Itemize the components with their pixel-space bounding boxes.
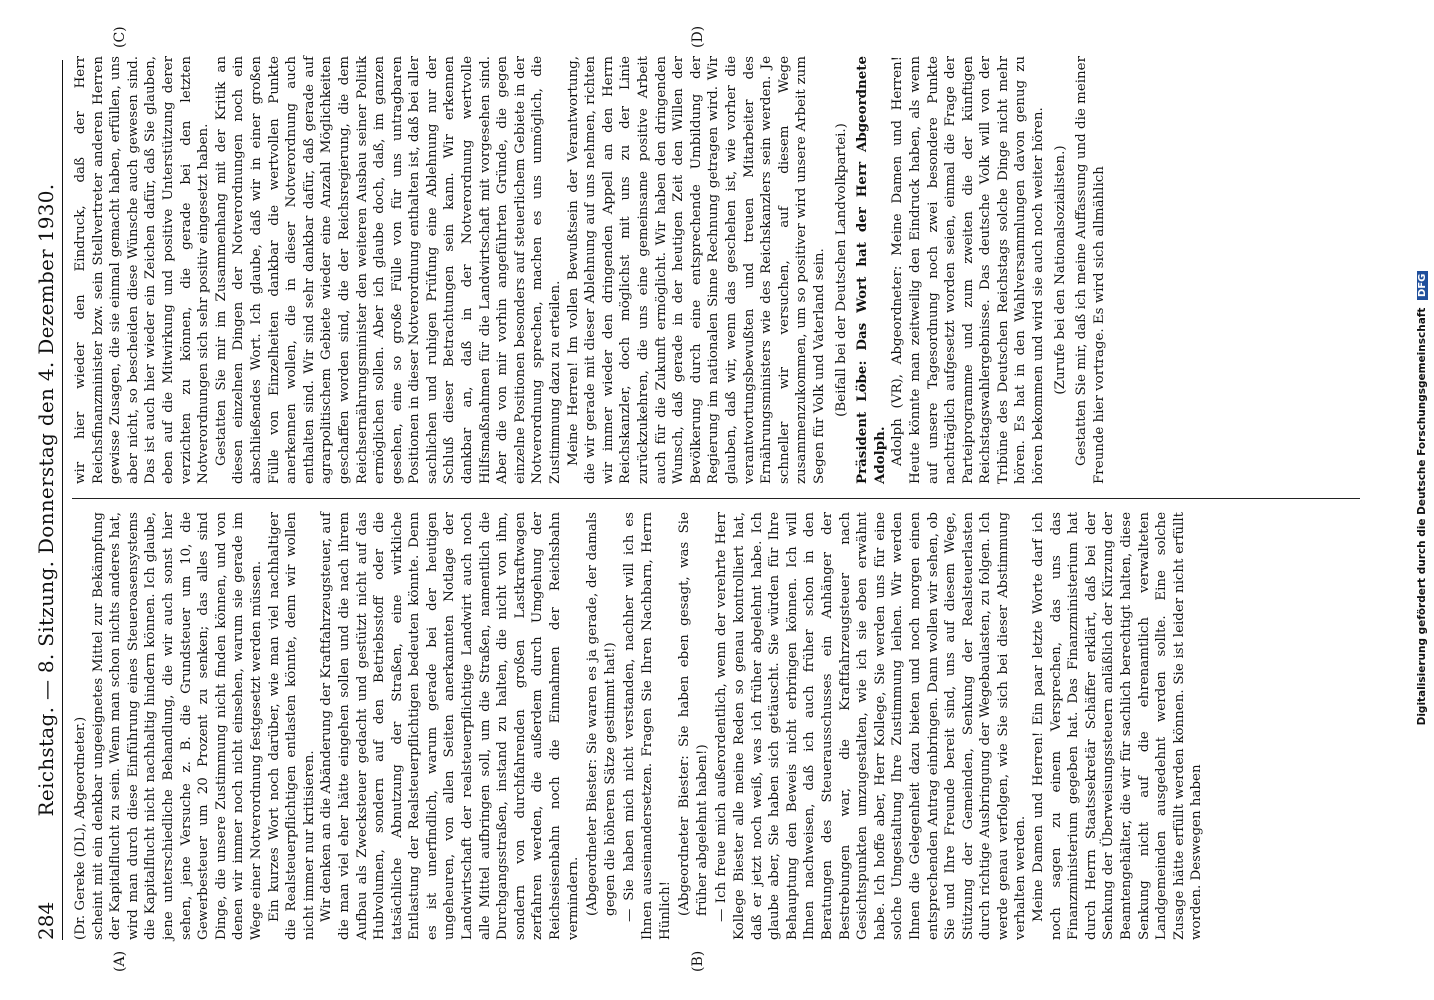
right-column — [72, 56, 1360, 484]
margin-mark-b: (B) — [690, 950, 706, 972]
paragraph: Meine Herren! Im vollen Bewußtsein der Verantwortung, die wir gerade mit dieser Ablehnung auf uns nehmen, richten wir immer wieder den dringenden Appell an den Herrn Reichskanzler, doch möglichst mit uns zu der Linie zurückzukehren, die uns eine gemeinsame positive Arbeit auch für die Zukunft ermöglicht. Wir haben den dringenden Wunsch, daß gerade in der heutigen Zeit den Willen der Bevölkerung durch eine entsprechende Umbildung der Regierung im nationalen Sinne Rechnung getragen wird. Wir glauben, daß wir, wenn das geschehen ist, wie vorher die verantwortungsbewußten und treuen Mitarbeiter des Ernährungsministers wie des Reichskanzlers sein werden. Je schneller wir versuchen, auf diesem Wege zusammenzukommen, um so positiver wird unsere Arbeit zum Segen für Volk und Vaterland sein. — [565, 56, 827, 484]
page-number: 284 — [34, 901, 58, 940]
paragraph: Meine Damen und Herren! Ein paar letzte Worte darf ich noch sagen zu einem Versprechen, das uns das Finanzministerium gegeben hat. Das Finanzministerium hat durch Herrn Staatssekretär Schäffer erklärt, daß bei der Senkung der Überweisungssteuern anläßlich der Kürzung der Beamtengehälter, die wir für sachlich berechtigt halten, diese Senkung nicht auf die ehrenamtlich verwalteten Landgemeinden ausgedehnt werden sollte. Eine solche Zusage hätte erfüllt werden können. Sie ist leider nicht erfüllt worden. Deswegen haben — [1031, 512, 1205, 940]
paragraph: Gestatten Sie mir, daß ich meine Auffassung und die meiner Freunde hier vortrage. Es wird sich allmählich — [1074, 56, 1107, 484]
paragraph: scheint mit ein denkbar ungeeignetes Mittel zur Bekämpfung der Kapitalflucht zu sein. Wenn man schon nichts anderes hat, wird man durch diese Einführung eines Steueroasensystems die Kapitalflucht nicht nachhaltig hindern können. Ich glaube, jene unterschiedliche Behandlung, die wir auch sonst hier sehen, jene Versuche z. B. die Grundsteuer um 10, die Gewerbesteuer um 20 Prozent zu senken; das alles sind Dinge, die unsere Zustimmung nicht finden können, und von denen wir immer noch nicht einsehen, warum sie gerade im Wege einer Notverordnung festgesetzt werden müssen. — [90, 512, 264, 940]
digitization-credit: Digitalisierung gefördert durch die Deutsche Forschungsgemeinschaft — [1416, 307, 1428, 726]
president-remark: Präsident Löbe: Das Wort hat der Herr Abgeordnete Adolph. — [854, 56, 888, 484]
applause-note: (Beifall bei der Deutschen Landvolkpartei.) — [833, 123, 849, 417]
paragraph: — Sie haben mich nicht verstanden, nachher will ich es Ihnen auseinandersetzen. Fragen Sie Ihren Nachbarn, Herrn Hünlich! — [622, 512, 673, 940]
paragraph: Wir denken an die Abänderung der Kraftfahrzeugsteuer, auf die man viel eher hätte eingehen sollen und die nach ihrem Aufbau als Zwecksteuer gedacht und gestützt nicht auf das Hubvolumen, sondern auf den Betriebsstoff oder die tatsächliche Abnutzung der Straßen, eine wirkliche Entlastung der Realsteuerpflichtigen bedeuten könnte. Denn es ist unerfindlich, warum gerade bei der heutigen ungeheuren, von allen Seiten anerkannten Notlage der Landwirtschaft der realsteuerpflichtige Landwirt auch noch alle Mittel aufbringen soll, um die Straßen, namentlich die Durchgangsstraßen, instand zu halten, die nicht von ihm, sondern von durchfahrenden großen Lastkraftwagen zerfahren werden, die außerdem durch Umgehung der Reichseisenbahn noch die Einnahmen der Reichsbahn vermindern. — [319, 512, 581, 940]
paragraph: wir hier wieder den Eindruck, daß der Herr Reichsfinanzminister bzw. sein Stellvertreter anderen Herren gewisse Zusagen, die sie einmal gemacht haben, erfüllen, uns aber nicht, so bescheiden diese Wünsche auch gewesen sind. Das ist auch hier wieder ein Zeichen dafür, daß Sie glauben, eben auf die Mitwirkung und positive Unterstützung derer verzichten zu können, die gerade bei den letzten Notverordnungen sich sehr positiv eingesetzt haben. — [73, 56, 212, 484]
page-header — [22, 60, 63, 940]
interjection: (Abgeordneter Biester: Sie haben eben gesagt, was Sie früher abgelehnt haben!) — [677, 512, 710, 916]
paragraph: Gestatten Sie mir im Zusammenhang mit der Kritik an diesen einzelnen Dingen der Notverordnungen noch ein abschließendes Wort. Ich glaube, daß wir in einer großen Fülle von Einzelheiten dankbar die wertvollen Punkte anerkennen wollen, die in dieser Notverordnung auch enthalten sind. Wir sind sehr dankbar dafür, daß gerade auf agrarpolitischem Gebiete wieder eine Anzahl Möglichkeiten geschaffen worden sind, die der Reichsregierung, die dem Reichsernährungsminister den weiteren Ausbau seiner Politik ermöglichen sollen. Aber ich glaube doch, daß, im ganzen gesehen, eine so große Fülle von für uns untragbaren Positionen in dieser Notverordnung enthalten ist, daß bei aller sachlichen und ruhigen Prüfung eine Ablehnung nur der Schluß dieser Betrachtungen sein kann. Wir erkennen dankbar an, daß in der Notverordnung wertvolle Hilfsmaßnahmen für die Landwirtschaft mit vorgesehen sind. Aber die von mir vorhin angeführten Gründe, die gegen einzelne Positionen besonders auf steuerlichem Gebiete in der Notverordnung sprechen, machen es uns unmöglich, die Zustimmung dazu zu erteilen. — [213, 56, 564, 484]
margin-mark-d: (D) — [690, 25, 706, 48]
dfg-logo: DFG — [1417, 271, 1428, 300]
left-column — [72, 512, 1360, 940]
speaker-running-head: (Dr. Gereke (DL), Abgeordneter.) — [73, 716, 88, 940]
digitization-sidenote — [1412, 4, 1432, 996]
speaker-paragraph: Adolph (VR), Abgeordneter: Meine Damen und Herren! Heute könnte man zeitweilig den Eindruck haben, als wenn auf unsere Tagesordnung noch zwei besondere Punkte nachträglich aufgesetzt worden seien, einmal die Frage der Parteiprogramme und zum zweiten die der künftigen Reichstagswahlergebnisse. Das deutsche Volk will von der Tribüne des Deutschen Reichstags solche Dinge nicht mehr hören. Es hat in den Wahlversammlungen davon genug zu hören bekommen und wird sie auch noch weiter hören. — [890, 56, 1047, 484]
column-divider — [72, 498, 1360, 499]
margin-mark-c: (C) — [112, 26, 128, 48]
interjection: (Zurufe bei den Nationalsozialisten.) — [1052, 145, 1068, 395]
page-title: Reichstag. — 8. Sitzung. Donnerstag den 4. Dezember 1930. — [34, 183, 58, 817]
margin-mark-a: (A) — [112, 950, 128, 972]
paragraph: Ein kurzes Wort noch darüber, wie man viel nachhaltiger die Realsteuerpflichtigen entlasten könnte, denn wir wollen nicht immer nur kritisieren. — [266, 512, 317, 940]
interjection: (Abgeordneter Biester: Sie waren es ja gerade, der damals gegen die höheren Sätze gestimmt hat!) — [585, 512, 618, 916]
paragraph: — Ich freue mich außerordentlich, wenn der verehrte Herr Kollege Biester alle meine Reden so genau kontrolliert hat, daß er jetzt noch weiß, was ich früher abgelehnt habe. Ich glaube aber, Sie haben sich getäuscht. Sie würden für Ihre Behauptung den Beweis nicht erbringen können. Ich will Ihnen nachweisen, daß ich auch früher schon in den Beratungen des Steuerausschusses ein Anhänger der Bestrebungen war, die Kraftfahrzeugsteuer nach Gesichtspunkten umzugestalten, wie ich sie eben erwähnt habe. Ich hoffe aber, Herr Kollege, Sie werden uns für eine solche Umgestaltung Ihre Zustimmung leihen. Wir werden Ihnen die Gelegenheit dazu bieten und noch morgen einen entsprechenden Antrag einbringen. Dann wollen wir sehen, ob Sie und Ihre Freunde bereit sind, uns auf diesem Wege, Stützung der Gemeinden, Senkung der Realsteuerlasten durch richtige Ausbringung der Wegebaulasten, zu folgen. Ich werde genau verfolgen, wie Sie sich bei dieser Abstimmung verhalten werden. — [714, 512, 1029, 940]
